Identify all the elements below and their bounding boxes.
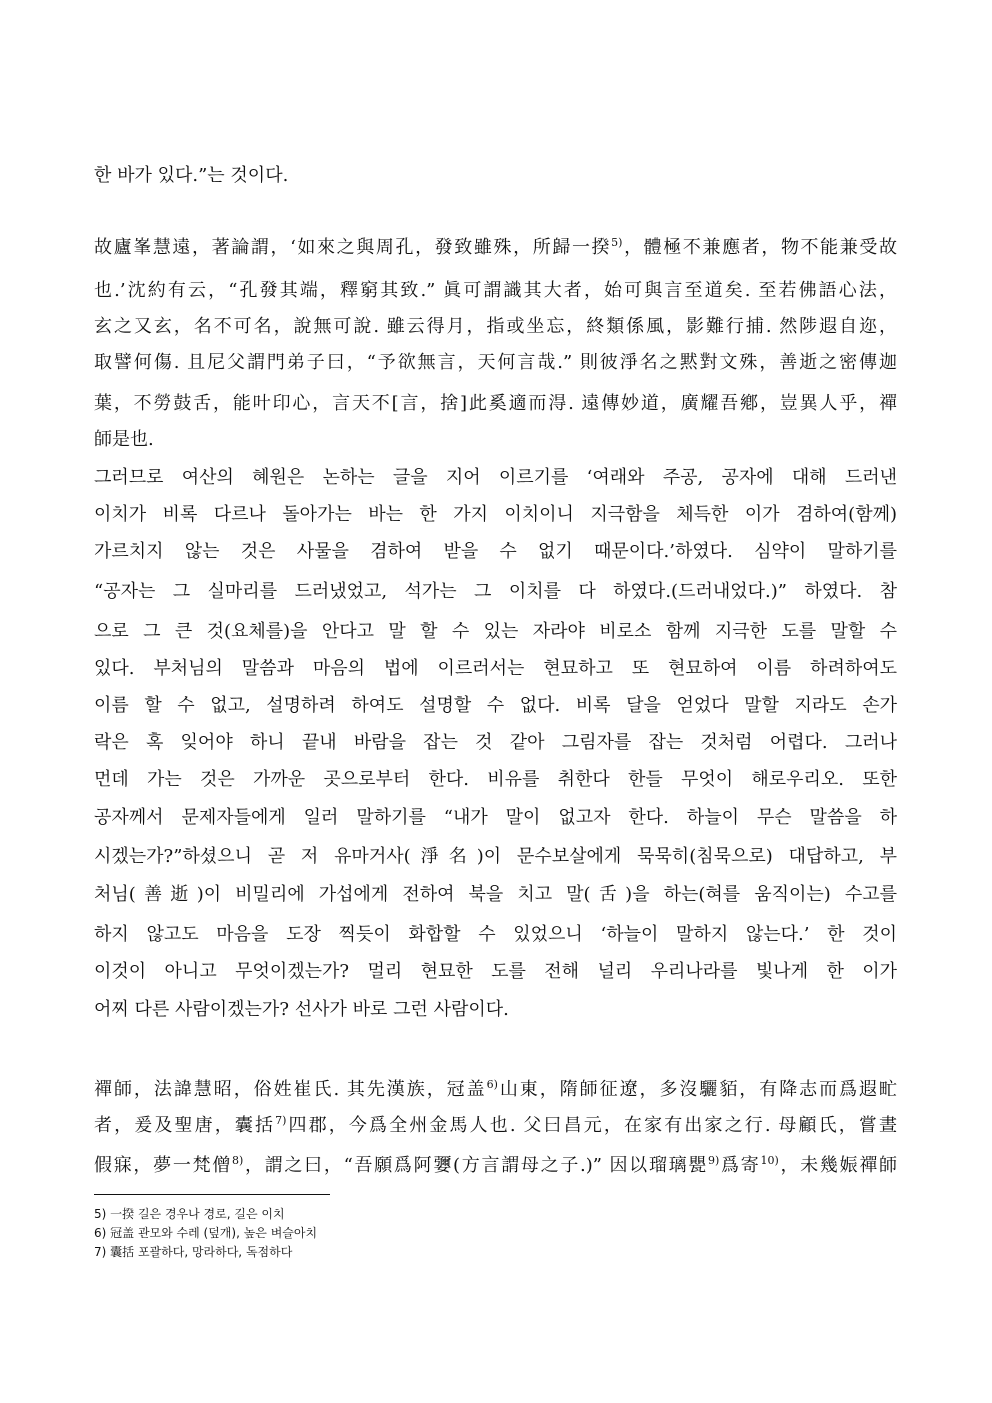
document-page (94, 0, 897, 1403)
text-line: 으로 그 큰 것(요체를)을 안다고 말 할 수 있는 자라야 비로소 함께 지극한 도를 말할 수 (94, 621, 897, 642)
text-line: 시겠는가?”하셨으니 곧 저 유마거사(淨名)이 문수보살에게 묵묵히(침묵으로) 대답하고, 부 (94, 846, 897, 867)
text-line: 하지 않고도 마음을 도장 찍듯이 화합할 수 있었으니 ‘하늘이 말하지 않는다.’ 한 것이 (94, 924, 897, 945)
text-line: 玄之又玄，名不可名，說無可說. 雖云得月，指或坐忘，終類係風，影難行捕. 然陟遐自迩， (94, 316, 897, 337)
text-line: 이것이 아니고 무엇이겠는가? 멀리 현묘한 도를 전해 널리 우리나라를 빛나게 한 이가 (94, 961, 897, 982)
footnote-marker: 8) (232, 1154, 244, 1167)
text-line: 이치가 비록 다르나 돌아가는 바는 한 가지 이치이니 지극함을 체득한 이가 겸하여(함께) (94, 504, 897, 525)
text-line: 師是也. (94, 429, 154, 450)
text-line: 葉，不勞鼓舌，能叶印心，言天不[言，捨]此奚適而淂. 遠傳妙道，廣耀吾鄕，豈異人乎，禪 (94, 393, 897, 414)
footnote-marker: 5) (611, 236, 623, 249)
text-line: 禪師，法諱慧昭，俗姓崔氏. 其先漢族，冠盖$^{6)}$山東，隋師征遼，多沒驪貊，有降志而爲遐甿 (94, 1078, 897, 1100)
footnote-marker: 7) (275, 1114, 287, 1127)
text-line: 取譬何傷. 且尼父謂門弟子曰，“予欲無言，天何言哉.” 則彼淨名之黙對文殊，善逝之密傳迦 (94, 352, 897, 373)
footnote-separator (94, 1194, 330, 1195)
footnote-marker: 9) (708, 1154, 720, 1167)
text-line: 者，爰及聖唐，囊括$^{7)}$四郡，今爲全州金馬人也. 父曰昌元，在家有出家之行. 母顧氏，嘗晝 (94, 1114, 898, 1136)
footnote: 6) 冠盖 관모와 수레 (덮개), 높은 벼슬아치 (94, 1226, 318, 1240)
footnote: 5) 一揆 길은 경우나 경로, 길은 이치 (94, 1207, 285, 1221)
footnote-marker: 10) (760, 1154, 779, 1167)
text-line: 假寐，夢一梵僧$^{8)}$，謂之曰，“吾願爲阿㜷(方言謂母之子.)” 因以瑠璃甖$^{9)}$爲寄$^{10)}$，未幾娠禪師 (94, 1154, 898, 1176)
text-line: 있다. 부처님의 말씀과 마음의 법에 이르러서는 현묘하고 또 현묘하여 이름 하려하여도 (94, 658, 897, 679)
footnote: 7) 囊括 포괄하다, 망라하다, 독점하다 (94, 1245, 293, 1259)
text-line: 한 바가 있다.”는 것이다. (94, 165, 289, 186)
footnote-marker: 6) (486, 1078, 498, 1091)
text-line: 그러므로 여산의 혜원은 논하는 글을 지어 이르기를 ‘여래와 주공, 공자에 대해 드러낸 (94, 467, 897, 488)
text-line: 공자께서 문제자들에게 일러 말하기를 “내가 말이 없고자 한다. 하늘이 무슨 말씀을 하 (94, 807, 897, 828)
text-line: 처님(善逝)이 비밀리에 가섭에게 전하여 북을 치고 말(舌)을 하는(혀를 움직이는) 수고를 (94, 884, 897, 905)
text-line: 이름 할 수 없고, 설명하려 하여도 설명할 수 없다. 비록 달을 얻었다 말할 지라도 손가 (94, 695, 897, 716)
text-line: 어찌 다른 사람이겠는가? 선사가 바로 그런 사람이다. (94, 999, 509, 1020)
text-line: 먼데 가는 것은 가까운 곳으로부터 한다. 비유를 취한다 한들 무엇이 해로우리오. 또한 (94, 769, 897, 790)
text-line: 也.’沈約有云，“孔發其端，釋窮其致.” 眞可謂識其大者，始可與言至道矣. 至若佛語心法， (94, 280, 897, 301)
text-line: 락은 혹 잊어야 하니 끝내 바람을 잡는 것 같아 그림자를 잡는 것처럼 어렵다. 그러나 (94, 732, 897, 753)
text-line: 가르치지 않는 것은 사물을 겸하여 받을 수 없기 때문이다.’하였다. 심약이 말하기를 (94, 541, 897, 562)
text-line: 故廬峯慧遠，著論謂，‘如來之與周孔，發致雖殊，所歸一揆$^{5)}$，體極不兼應者，物不能兼受故 (94, 236, 897, 258)
text-line: “공자는 그 실마리를 드러냈었고, 석가는 그 이치를 다 하였다.(드러내었다.)” 하였다. 참 (94, 581, 897, 602)
